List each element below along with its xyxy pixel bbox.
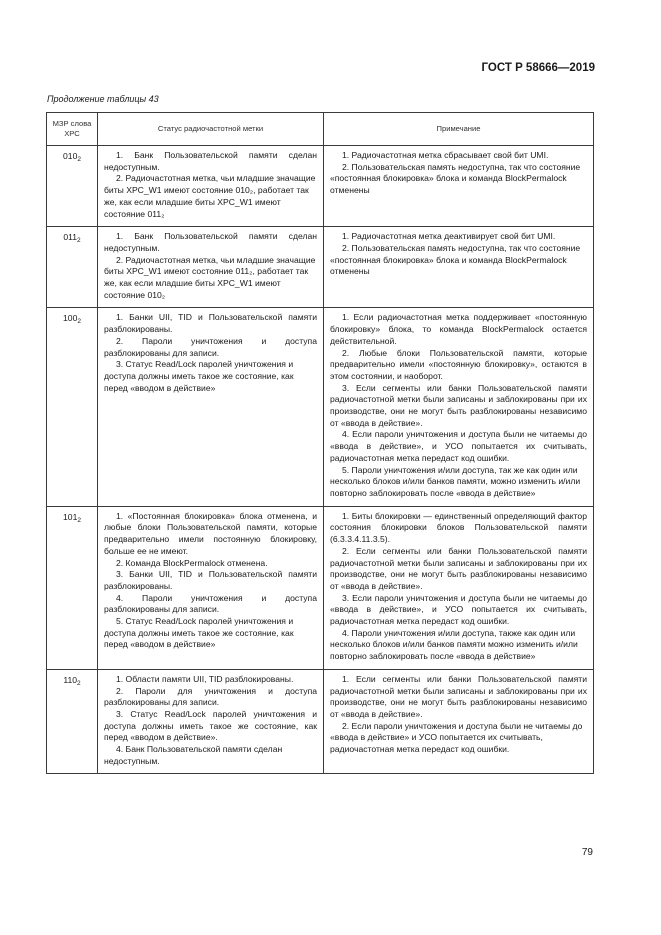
column-header-code: МЗР слова ХРС bbox=[47, 113, 98, 146]
document-header: ГОСТ Р 58666—2019 bbox=[481, 62, 595, 74]
status-paragraph: 1. Банк Пользовательской памяти сделан недоступным. bbox=[104, 231, 317, 253]
row-note bbox=[324, 669, 594, 774]
row-code-value: 011 bbox=[63, 232, 78, 243]
status-paragraph: 1. Банки UII, TID и Пользовательской памяти разблокированы. bbox=[104, 312, 317, 335]
row-status bbox=[98, 506, 324, 669]
note-paragraph: 4. Пароли уничтожения и/или доступа, также как один или несколько блоков и/или банков памяти можно изменить и/или повторно заблокировать после «ввода в действие» bbox=[330, 627, 578, 662]
row-code-base: 2 bbox=[77, 318, 81, 326]
status-paragraph: 1. Области памяти UII, TID разблокированы. bbox=[116, 673, 294, 684]
status-paragraph: 2. Радиочастотная метка, чьи младшие значащие биты XPC_W1 имеют состояние 011₂, работает так же, как если младшие биты XPC_W1 имеют состояние 010₂ bbox=[104, 254, 316, 300]
row-code-base: 2 bbox=[77, 516, 81, 524]
note-paragraph: 3. Если пароли уничтожения и доступа были не читаемы до «ввода в действие», и УСО попытается их считывать, радиочастотная метка передаст код ошибки. bbox=[330, 592, 587, 627]
row-status bbox=[98, 308, 324, 506]
data-table bbox=[46, 112, 594, 774]
status-paragraph: 2. Команда BlockPermalock отменена. bbox=[116, 557, 268, 568]
note-paragraph: 2. Если сегменты или банки Пользовательской памяти радиочастотной метки были записаны и заблокированы при их производстве, они не могут быть разблокированы независимо от «ввода в действие». bbox=[330, 545, 587, 591]
row-code-value: 010 bbox=[63, 151, 78, 161]
row-status bbox=[98, 146, 324, 227]
note-paragraph: 2. Пользовательская память недоступна, так что состояние «постоянная блокировка» блока и команда BlockPermalock отменены bbox=[330, 242, 581, 277]
column-header-note: Примечание bbox=[324, 113, 594, 146]
status-paragraph: 2. Пароли уничтожения и доступа разблокированы для записи. bbox=[104, 335, 317, 358]
row-code bbox=[47, 308, 98, 506]
table-caption: Продолжение таблицы 43 bbox=[47, 94, 159, 104]
status-paragraph: 2. Пароли для уничтожения и доступа разблокированы для записи. bbox=[104, 685, 317, 708]
page-number: 79 bbox=[581, 847, 593, 858]
table-header-row bbox=[47, 113, 594, 146]
table-row bbox=[47, 146, 594, 227]
row-note bbox=[324, 308, 594, 506]
note-paragraph: 2. Любые блоки Пользовательской памяти, которые предварительно имели «постоянную блокировку», остаются в этом состоянии, и наоборот. bbox=[330, 347, 587, 381]
row-code-base: 2 bbox=[77, 679, 81, 687]
row-code bbox=[47, 146, 98, 227]
row-code-base: 2 bbox=[77, 237, 81, 245]
note-paragraph: 1. Если сегменты или банки Пользовательской памяти радиочастотной метки были записаны и заблокированы при их производстве, они не могут быть разблокированы независимо от «ввода в действие». bbox=[330, 673, 587, 719]
note-paragraph: 3. Если сегменты или банки Пользовательской памяти радиочастотной метки были записаны и заблокированы при их производстве, они не могут быть разблокированы независимо от «ввода в действие». bbox=[330, 382, 587, 428]
row-code-value: 101 bbox=[63, 511, 78, 522]
column-header-status: Статус радиочастотной метки bbox=[98, 113, 324, 146]
note-paragraph: 1. Радиочастотная метка деактивирует свой бит UMI. bbox=[342, 231, 556, 242]
table-row bbox=[47, 308, 594, 506]
row-code-value: 110 bbox=[63, 674, 78, 685]
row-code bbox=[47, 506, 98, 669]
row-code-base: 2 bbox=[77, 156, 81, 163]
note-paragraph: 2. Если пароли уничтожения и доступа были не читаемы до «ввода в действие» и УСО попытается их считывать, радиочастотная метка передаст код ошибки. bbox=[330, 720, 583, 755]
status-paragraph: 3. Статус Read/Lock паролей уничтожения и доступа должны иметь такое же состояние, как перед «вводом в действие». bbox=[104, 708, 317, 743]
status-paragraph: 4. Банк Пользовательской памяти сделан недоступным. bbox=[104, 744, 283, 766]
row-note bbox=[324, 227, 594, 308]
note-paragraph: 2. Пользовательская память недоступна, так что состояние «постоянная блокировка» блока и команда BlockPermalock отменены bbox=[330, 161, 581, 196]
row-code bbox=[47, 227, 98, 308]
status-paragraph: 3. Банки UII, TID и Пользовательской памяти разблокированы. bbox=[104, 569, 317, 591]
note-paragraph: 4. Если пароли уничтожения и доступа были не читаемы до «ввода в действие», и УСО попытается их считывать, радиочастотная метка передаст код ошибки. bbox=[330, 429, 587, 463]
table-row bbox=[47, 669, 594, 774]
table-row bbox=[47, 506, 594, 669]
status-paragraph: 2. Радиочастотная метка, чьи младшие значащие биты XPC_W1 имеют состояние 010₂, работает так же, как если младшие биты XPC_W1 имеют состояние 011₂ bbox=[104, 173, 316, 219]
status-paragraph: 3. Статус Read/Lock паролей уничтожения и доступа должны иметь такое же состояние, как перед «вводом в действие» bbox=[104, 359, 294, 393]
row-note bbox=[324, 146, 594, 227]
status-paragraph: 5. Статус Read/Lock паролей уничтожения и доступа должны иметь такое же состояние, как перед «вводом в действие» bbox=[104, 616, 294, 650]
note-paragraph: 1. Радиочастотная метка сбрасывает свой бит UMI. bbox=[342, 150, 549, 160]
status-paragraph: 1. Банк Пользовательской памяти сделан недоступным. bbox=[104, 150, 317, 172]
note-paragraph: 1. Если радиочастотная метка поддерживает «постоянную блокировку» блока, то команда BlockPermalock остается действительной. bbox=[330, 312, 587, 346]
note-paragraph: 5. Пароли уничтожения и/или доступа, так же как один или несколько блоков и/или банков памяти, можно изменить и/или повторно заблокировать после «ввода в действие» bbox=[330, 464, 581, 498]
note-paragraph: 1. Биты блокировки — единственный определяющий фактор состояния блокировки блоков Пользовательской памяти (6.3.3.4.11.3.5). bbox=[330, 510, 587, 545]
row-status bbox=[98, 227, 324, 308]
row-code-value: 100 bbox=[63, 313, 78, 324]
row-note bbox=[324, 506, 594, 669]
status-paragraph: 1. «Постоянная блокировка» блока отменена, и любые блоки Пользовательской памяти, которые предварительно имели постоянную блокировку, больше ее не имеют. bbox=[104, 510, 317, 556]
row-status bbox=[98, 669, 324, 774]
status-paragraph: 4. Пароли уничтожения и доступа разблокированы для записи. bbox=[104, 592, 317, 615]
row-code bbox=[47, 669, 98, 774]
table-row bbox=[47, 227, 594, 308]
